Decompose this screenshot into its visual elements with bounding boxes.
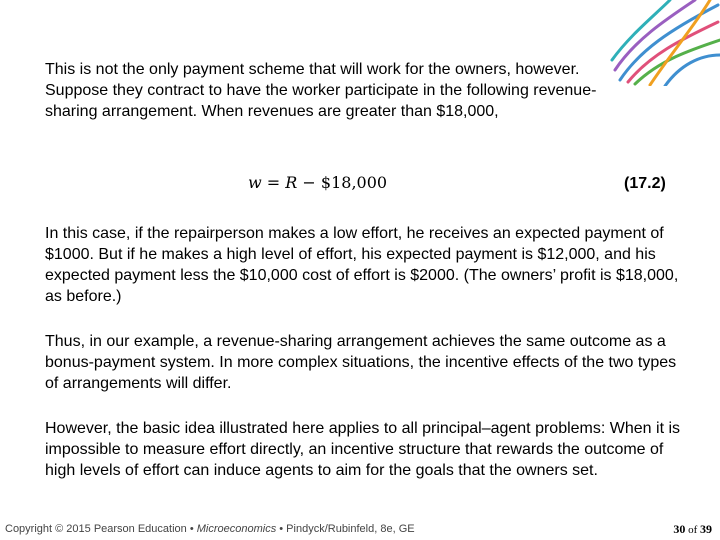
paragraph-conclusion: However, the basic idea illustrated here applies to all principal–agent problems: When it is impossible to measure effort directly, an incentive structure that rewards the outcome of high levels of effort can induce agents to aim for the goals that the owners set. xyxy=(45,420,681,479)
page-of-label: of xyxy=(685,524,700,536)
equation-rhs-rest: − $18,000 xyxy=(297,173,388,192)
page-current: 30 xyxy=(673,522,686,536)
equation-rhs-variable: R xyxy=(285,173,298,192)
page-number xyxy=(673,522,712,537)
equation-number: (17.2) xyxy=(624,175,666,192)
footer-book-title: Microeconomics xyxy=(196,523,277,535)
footer-authors: • Pindyck/Rubinfeld, 8e, GE xyxy=(276,523,415,535)
paragraph-case: In this case, if the repairperson makes a low effort, he receives an expected payment of $1000. But if he makes a high level of effort, his expected payment is $12,000, and his expected payment less the $10,000 cost of effort is $2000. (The owners’ profit is $18,000, as before.) xyxy=(45,225,679,305)
footer-copyright-text: Copyright © 2015 Pearson Education • xyxy=(5,523,197,535)
paragraph-example: Thus, in our example, a revenue-sharing arrangement achieves the same outcome as a bonus-payment system. In more complex situations, the incentive effects of the two types of arrangements will differ. xyxy=(45,333,677,392)
equation xyxy=(248,173,387,192)
paragraph-intro: This is not the only payment scheme that will work for the owners, however. Suppose they contract to have the worker participate in the following revenue-sharing arrangement. When revenues are greater than $18,000, xyxy=(45,61,597,120)
page-total: 39 xyxy=(700,522,712,536)
footer-copyright xyxy=(5,523,415,535)
equation-lhs: w xyxy=(248,173,262,192)
equation-equals: = xyxy=(261,173,286,192)
